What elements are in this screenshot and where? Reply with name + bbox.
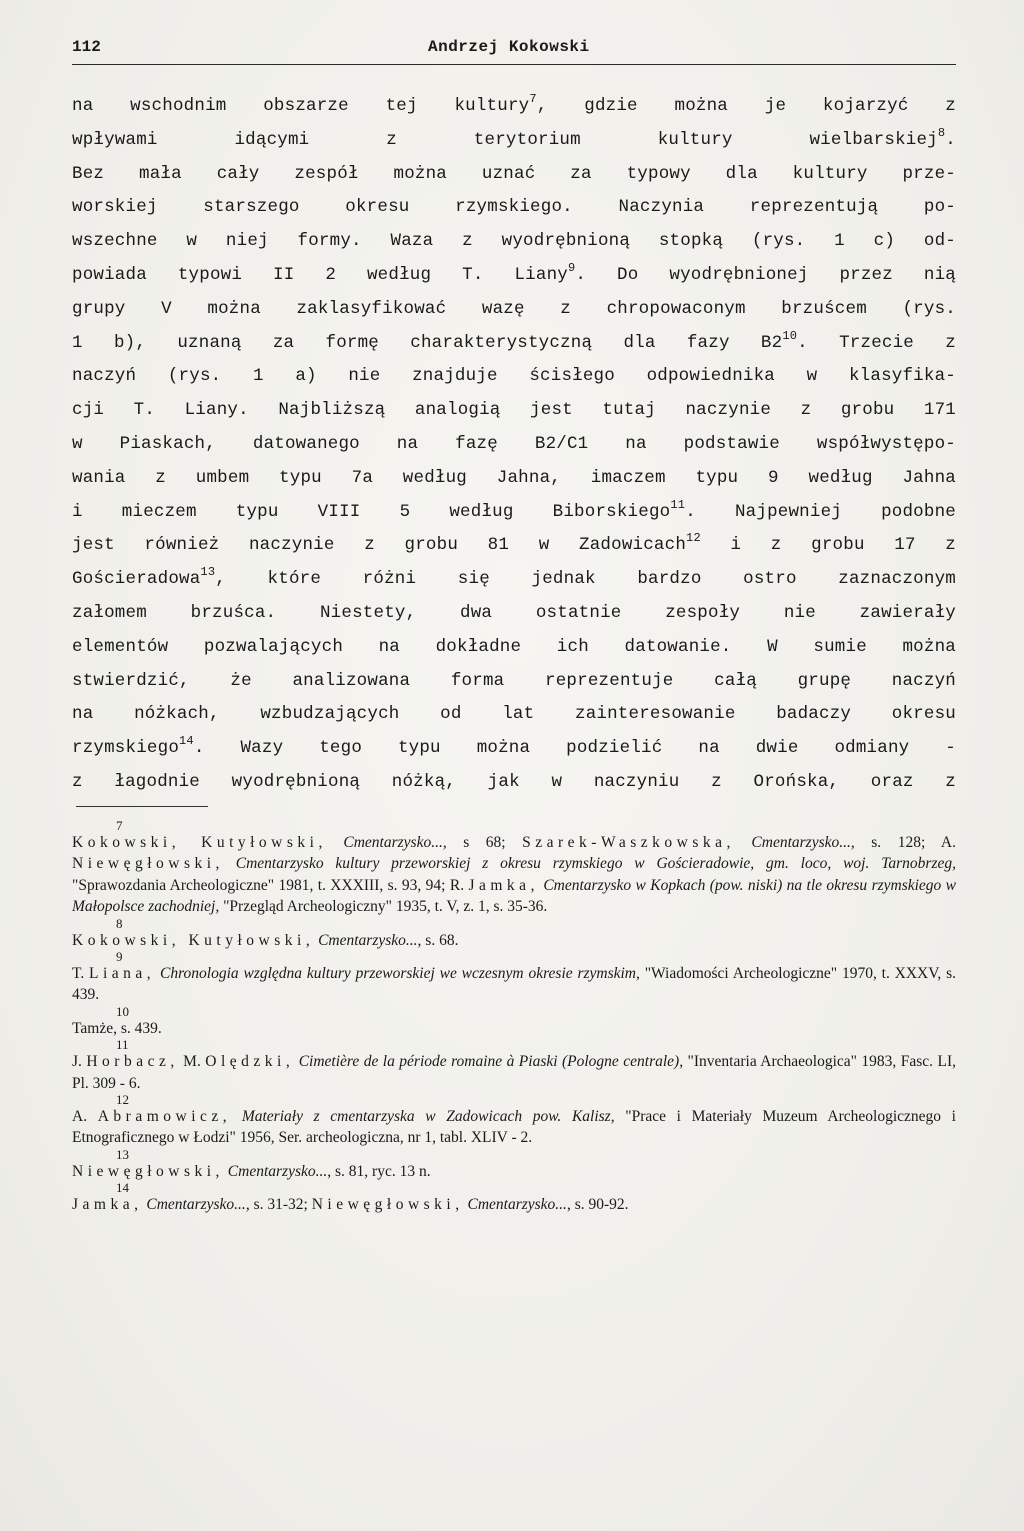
footnote-ref: 8 [937, 125, 946, 140]
author-name: Abramowicz, [97, 1108, 232, 1126]
body-text-run: wszechne w niej formy. Waza z wyodrębnioną stopką (rys. 1 c) od- [72, 231, 956, 252]
citation-text [735, 834, 752, 851]
body-text-run: i z grobu 17 z [700, 535, 957, 556]
work-title: Cmentarzysko... [227, 1162, 328, 1180]
body-text-run: jest również naczynie z grobu 81 w Zadowicach [72, 535, 687, 556]
body-text-run: z łagodnie wyodrębnioną nóżką, jak w naczyniu z Orońska, oraz z [72, 771, 956, 792]
body-line [72, 360, 956, 394]
citation-text: "Przegląd Archeologiczny" 1935, t. V, z. 1, s. 35-36. [219, 898, 548, 916]
body-line [72, 90, 956, 124]
footnote-ref: 14 [179, 734, 194, 749]
body-text-run: powiada typowi II 2 według T. Liany [72, 264, 568, 285]
citation-text [224, 855, 236, 872]
footnote-text [72, 1194, 956, 1215]
body-text-run: . Trzecie z [797, 332, 956, 353]
author-name: Jamka, [468, 876, 539, 894]
footnote-text [72, 1018, 956, 1039]
footnote-text [72, 930, 956, 951]
body-text-run: Gościeradowa [72, 569, 201, 590]
footnote-number: 11 [116, 1037, 129, 1053]
citation-text: J. [72, 1053, 87, 1071]
body-line [72, 563, 956, 597]
body-line [72, 665, 956, 699]
page-header [72, 38, 956, 65]
body-text-run: rzymskiego [72, 738, 180, 759]
body-text-run: naczyń (rys. 1 a) nie znajduje ścisłego odpowiednika w klasyfika- [72, 366, 956, 387]
work-title: Cmentarzysko... [146, 1196, 246, 1214]
body-line [72, 293, 956, 327]
author-name: Kokowski, Kutyłowski, [72, 834, 327, 851]
body-line [72, 631, 956, 665]
author-name: Szarek-Waszkowska, [522, 834, 735, 851]
body-line [72, 428, 956, 462]
footnote-text [72, 1051, 956, 1094]
body-line [72, 124, 956, 158]
body-line [72, 225, 956, 259]
footnote-number: 12 [116, 1092, 129, 1108]
footnote-number: 10 [116, 1003, 129, 1019]
citation-text: , s. 128; A. [850, 834, 956, 851]
running-head: Andrzej Kokowski [428, 38, 590, 56]
body-text-run: i mieczem typu VIII 5 według Biborskiego [72, 501, 671, 522]
author-name: Liana, [89, 965, 156, 983]
body-line [72, 496, 956, 530]
author-name: Niewęgłowski, [72, 1162, 224, 1180]
citation-text: Tamże, s. 439. [72, 1019, 162, 1037]
body-text-run: worskiej starszego okresu rzymskiego. Naczynia reprezentują po- [72, 197, 956, 218]
work-title: Materiały z cmentarzyska w Zadowicach pow. Kalisz, [241, 1108, 615, 1126]
footnote [72, 820, 956, 918]
citation-text: "Prace i Materiały Muzeum Archeologicznego i Etnograficznego w Łodzi" 1956, Ser. archeologiczna, nr 1, tabl. XLIV - 2. [72, 1108, 956, 1147]
citation-text [231, 1108, 242, 1125]
work-title: Cmentarzysko... [318, 931, 418, 949]
citation-text: , s. 31-32; [245, 1196, 312, 1214]
body-text-run: grupy V można zaklasyfikować wazę z chropowaconym brzuścem (rys. [72, 298, 956, 319]
body-text-run: załomem brzuśca. Niestety, dwa ostatnie zespoły nie zawierały [72, 602, 956, 623]
footnote [72, 951, 956, 1006]
footnote-number: 8 [116, 915, 123, 931]
citation-text: "Wiadomości Archeologiczne" 1970, t. XXXV, s. 439. [72, 965, 957, 1004]
body-text-run: . Najpewniej podobne [685, 501, 956, 522]
body-line [72, 191, 956, 225]
footnote-text [72, 1106, 956, 1149]
body-line [72, 698, 956, 732]
footnote-ref: 7 [529, 92, 537, 106]
body-line [72, 766, 956, 800]
body-text [72, 90, 956, 800]
footnote-text [72, 1161, 956, 1182]
body-text-run: . Do wyodrębnionej przez nią [575, 264, 957, 285]
author-name: Olędzki, [205, 1053, 295, 1071]
body-line [72, 732, 956, 766]
citation-text: T. [72, 965, 90, 983]
footnote [72, 1182, 956, 1215]
footnotes [72, 820, 956, 1216]
footnote [72, 1039, 956, 1094]
body-text-run: , które różni się jednak bardzo ostro zaznaczonym [215, 569, 956, 590]
body-text-run: . [945, 129, 956, 150]
footnote-text [72, 832, 956, 918]
footnote-number: 14 [116, 1180, 129, 1196]
footnote [72, 1146, 956, 1182]
work-title: Cimetière de la période romaine à Piaski (Pologne centrale), [298, 1053, 684, 1071]
citation-text: , s. 90-92. [566, 1196, 629, 1214]
body-line [72, 529, 956, 563]
work-title: Cmentarzysko kultury przeworskiej z okresu rzymskiego w Gościeradowie, gm. loco, woj. Tarnobrzeg, [235, 855, 957, 873]
body-line [72, 394, 956, 428]
footnote-ref: 13 [200, 565, 216, 580]
body-line [72, 259, 956, 293]
author-name: Horbacz, [86, 1053, 179, 1071]
citation-text: , s. 68. [417, 931, 459, 949]
body-text-run: stwierdzić, że analizowana forma reprezentuje całą grupę naczyń [72, 670, 956, 691]
footnote-separator [76, 806, 208, 807]
body-text-run: na wschodnim obszarze tej kultury [72, 96, 530, 116]
footnote [72, 915, 956, 951]
footnote [72, 1094, 956, 1149]
author-name: Kokowski, Kutyłowski, [72, 931, 315, 949]
body-text-run: 1 b), uznaną za formę charakterystyczną dla fazy B2 [72, 332, 783, 353]
footnote [72, 1003, 956, 1039]
footnote-number: 7 [116, 818, 123, 833]
citation-text [327, 834, 344, 851]
work-title: Cmentarzysko... [751, 834, 851, 851]
work-title: Cmentarzysko... [467, 1196, 567, 1214]
footnote-text [72, 963, 956, 1006]
author-name: Niewęgłowski, [311, 1196, 464, 1214]
citation-text: , s. 81, ryc. 13 n. [327, 1162, 431, 1180]
work-title: Cmentarzysko... [343, 834, 443, 851]
author-name: Niewęgłowski, [72, 855, 224, 873]
body-line [72, 327, 956, 361]
body-line [72, 597, 956, 631]
work-title: Cmentarzysko w Kopkach (pow. niski) na tle okresu rzymskiego w Małopolsce zachodniej, [72, 876, 957, 916]
body-line [72, 158, 956, 192]
body-text-run: cji T. Liany. Najbliższą analogią jest tutaj naczynie z grobu 171 [72, 400, 956, 421]
body-line [72, 462, 956, 496]
footnote-number: 9 [116, 949, 123, 965]
footnote-ref: 10 [782, 328, 798, 343]
citation-text: "Sprawozdania Archeologiczne" 1981, t. XXXIII, s. 93, 94; R. [72, 876, 469, 894]
page-number: 112 [72, 38, 101, 56]
citation-text: "Inventaria Archaeologica" 1983, Fasc. LI, Pl. 309 - 6. [72, 1053, 956, 1092]
author-name: Jamka, [72, 1196, 143, 1214]
footnote-ref: 12 [686, 531, 701, 546]
citation-text: M. [178, 1053, 206, 1071]
body-text-run: na nóżkach, wzbudzających od lat zainteresowanie badaczy okresu [72, 704, 956, 725]
body-text-run: elementów pozwalających na dokładne ich datowanie. W sumie można [72, 636, 956, 657]
footnote-ref: 9 [568, 260, 576, 275]
footnote-ref: 11 [670, 497, 686, 512]
body-text-run: wpływami idącymi z terytorium kultury wielbarskiej [72, 129, 938, 150]
body-text-run: w Piaskach, datowanego na fazę B2/C1 na podstawie współwystępo- [72, 433, 956, 454]
body-text-run: Bez mała cały zespół można uznać za typowy dla kultury prze- [72, 163, 956, 184]
citation-text: A. [72, 1108, 98, 1126]
citation-text: , s 68; [442, 834, 523, 851]
body-text-run: , gdzie można je kojarzyć z [536, 96, 956, 116]
footnote-number: 13 [116, 1146, 129, 1162]
body-text-run: . Wazy tego typu można podzielić na dwie odmiany - [193, 738, 956, 759]
work-title: Chronologia względna kultury przeworskiej we wczesnym okresie rzymskim, [160, 965, 640, 983]
body-text-run: wania z umbem typu 7a według Jahna, imaczem typu 9 według Jahna [72, 467, 956, 488]
